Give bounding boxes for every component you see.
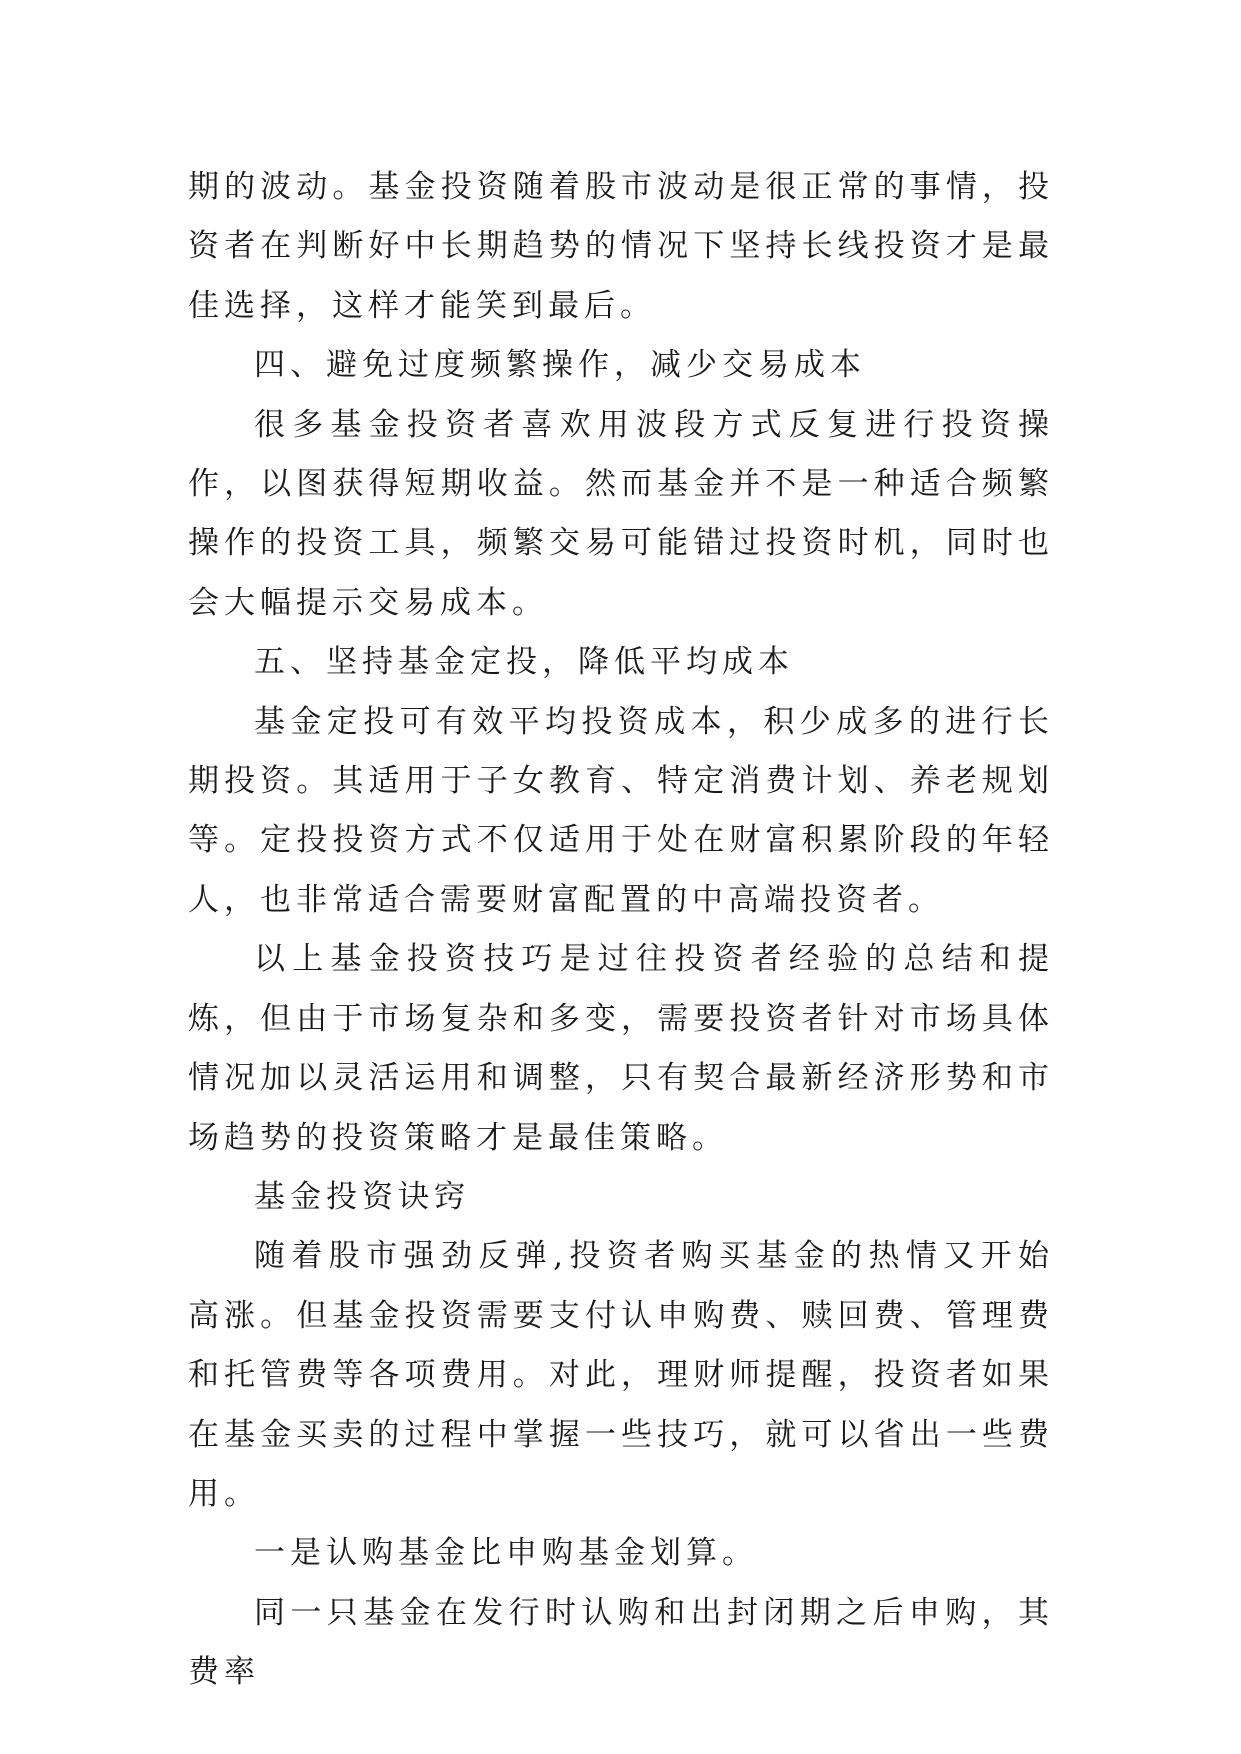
- paragraph: 随着股市强劲反弹,投资者购买基金的热情又开始高涨。但基金投资需要支付认申购费、赎回费、管理费和托管费等各项费用。对此，理财师提醒，投资者如果在基金买卖的过程中掌握一些技巧，就可以省出一些费用。: [188, 1238, 1054, 1512]
- paragraph-continuation: 期的波动。基金投资随着股市波动是很正常的事情，投资者在判断好中长期趋势的情况下坚持长线投资才是最佳选择，这样才能笑到最后。: [188, 169, 1054, 324]
- point-heading-1: 一是认购基金比申购基金划算。: [254, 1535, 758, 1572]
- paragraph: 基金定投可有效平均投资成本，积少成多的进行长期投资。其适用于子女教育、特定消费计划、养老规划等。定投投资方式不仅适用于处在财富积累阶段的年轻人，也非常适合需要财富配置的中高端投资者。: [188, 703, 1054, 918]
- document-body: [188, 158, 1054, 1703]
- paragraph: 很多基金投资者喜欢用波段方式反复进行投资操作，以图获得短期收益。然而基金并不是一种适合频繁操作的投资工具，频繁交易可能错过投资时机，同时也会大幅提示交易成本。: [188, 406, 1054, 621]
- section-heading-5: 五、坚持基金定投，降低平均成本: [254, 644, 794, 681]
- paragraph: 同一只基金在发行时认购和出封闭期之后申购，其费率: [188, 1594, 1054, 1691]
- article-title: 基金投资诀窍: [254, 1178, 470, 1215]
- paragraph: 以上基金投资技巧是过往投资者经验的总结和提炼，但由于市场复杂和多变，需要投资者针对市场具体情况加以灵活运用和调整，只有契合最新经济形势和市场趋势的投资策略才是最佳策略。: [188, 941, 1054, 1156]
- section-heading-4: 四、避免过度频繁操作，减少交易成本: [254, 347, 866, 384]
